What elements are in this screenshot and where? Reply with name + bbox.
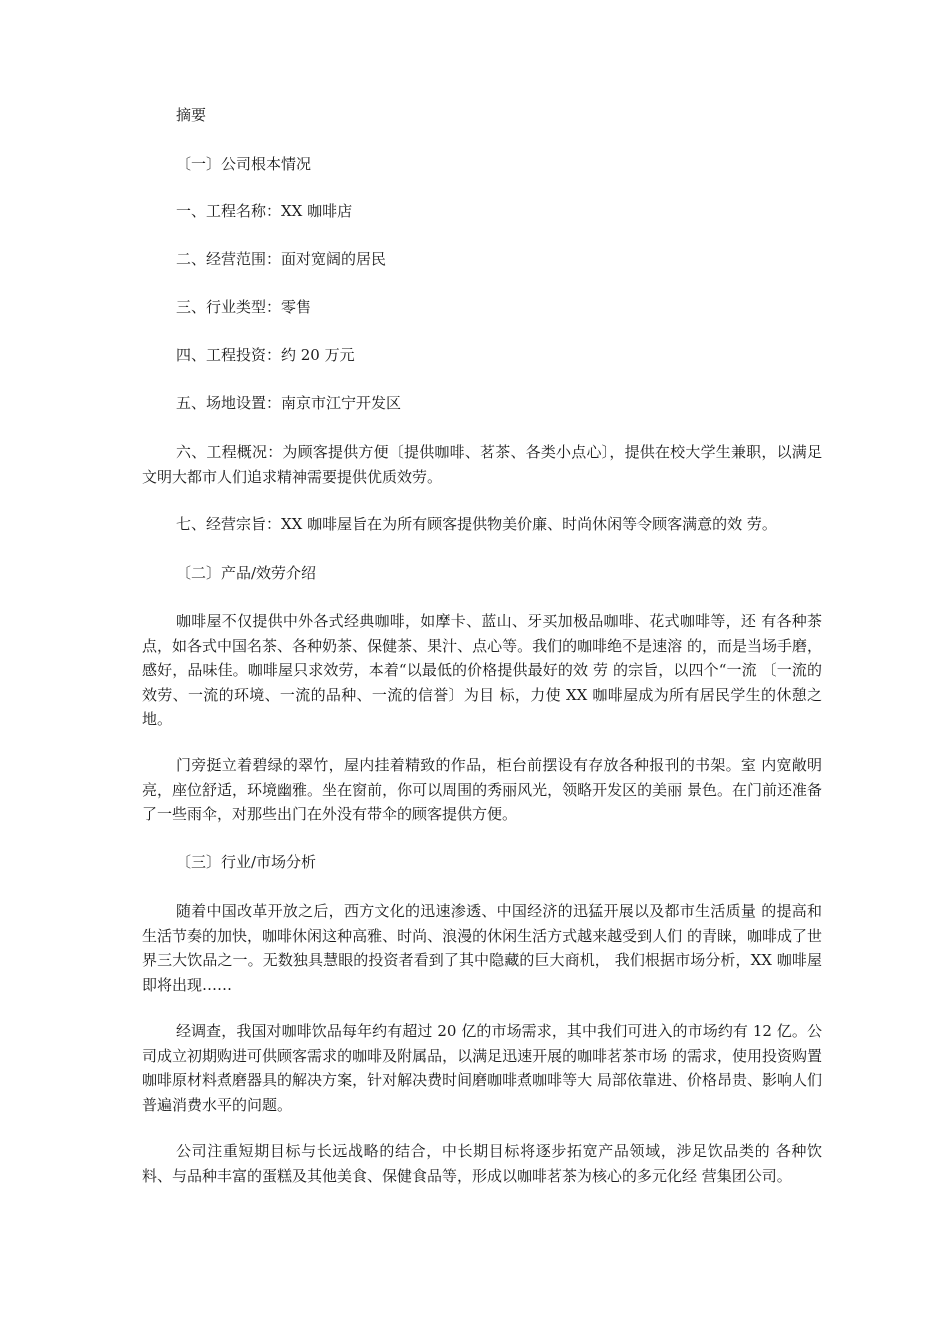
- section-title: 〔一〕公司根本情况: [176, 155, 312, 173]
- list-item: 二、经营范围：面对宽阔的居民: [176, 250, 387, 268]
- paragraph: 咖啡屋不仅提供中外各式经典咖啡，如摩卡、蓝山、牙买加极品咖啡、花式咖啡等，还 有各种茶点，如各式中国名茶、各种奶茶、保健茶、果汁、点心等。我们的咖啡绝不是速溶 的，而是当场手磨，感好，品味佳。咖啡屋只求效劳，本着“以最低的价格提供最好的效 劳 的宗旨，以四个“一流 〔一流的效劳、一流的环境、一流的品种、一流的信誉〕为目 标，力使 XX 咖啡屋成为所有居民学生的休憩之地。: [142, 612, 822, 728]
- abstract-heading: 摘要: [176, 106, 207, 124]
- paragraph: 随着中国改革开放之后，西方文化的迅速渗透、中国经济的迅猛开展以及都市生活质量 的提高和生活节奏的加快，咖啡休闲这种高雅、时尚、浪漫的休闲生活方式越来越受到人们 的青睐，咖啡成了世界三大饮品之一。无数独具慧眼的投资者看到了其中隐藏的巨大商机， 我们根据市场分析，XX 咖啡屋即将出现……: [142, 902, 822, 994]
- section-title: 〔二〕产品/效劳介绍: [176, 564, 317, 582]
- list-item-purpose: 七、经营宗旨：XX 咖啡屋旨在为所有顾客提供物美价廉、时尚休闲等令顾客满意的效 劳。: [176, 515, 777, 533]
- paragraph: 公司注重短期目标与长远战略的结合，中长期目标将逐步拓宽产品领域，涉足饮品类的 各种饮料、与品种丰富的蛋糕及其他美食、保健食品等，形成以咖啡茗茶为核心的多元化经 营集团公司。: [142, 1142, 822, 1185]
- paragraph: 经调查，我国对咖啡饮品每年约有超过 20 亿的市场需求，其中我们可进入的市场约有 12 亿。公司成立初期购进可供顾客需求的咖啡及附属品，以满足迅速开展的咖啡茗茶市场 的需求，使用投资购置咖啡原材料煮磨器具的解决方案，针对解决费时间磨咖啡煮咖啡等大 局部依靠进、价格昂贵、影响人们普遍消费水平的问题。: [142, 1022, 822, 1114]
- section-title: 〔三〕行业/市场分析: [176, 853, 317, 871]
- list-item: 五、场地设置：南京市江宁开发区: [176, 394, 402, 412]
- list-item: 一、工程名称：XX 咖啡店: [176, 202, 353, 220]
- list-item: 四、工程投资：约 20 万元: [176, 346, 355, 364]
- paragraph: 门旁挺立着碧绿的翠竹，屋内挂着精致的作品，柜台前摆设有存放各种报刊的书架。室 内宽敞明亮，座位舒适，环境幽雅。坐在窗前，你可以周围的秀丽风光，领略开发区的美丽 景色。在门前还准备了一些雨伞，对那些出门在外没有带伞的顾客提供方便。: [142, 756, 822, 823]
- list-item-overview: 六、工程概况：为顾客提供方便〔提供咖啡、茗茶、各类小点心〕，提供在校大学生兼职，以满足文明大都市人们追求精神需要提供优质效劳。: [142, 443, 822, 486]
- list-item: 三、行业类型：零售: [176, 298, 312, 316]
